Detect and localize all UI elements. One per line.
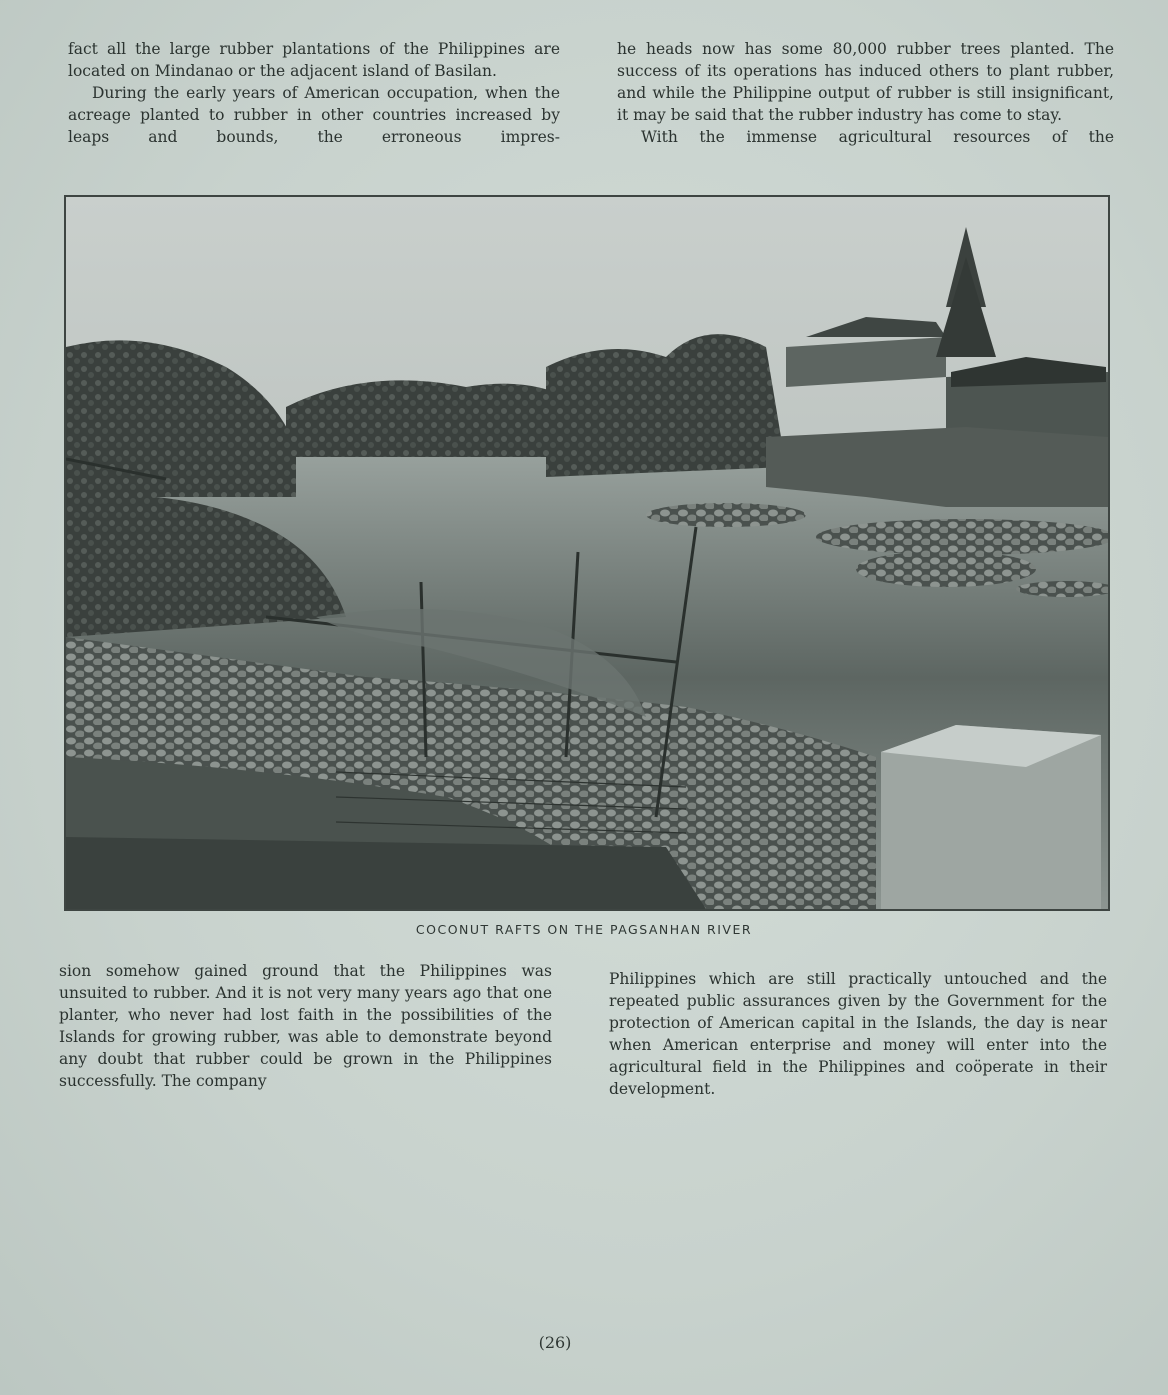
text-column-top-right (617, 38, 1114, 148)
paragraph: During the early years of American occupation, when the acreage planted to rubber in other countries increased by leaps and bounds, the erroneous impres- (68, 84, 560, 146)
paragraph: With the immense agricultural resources of the (641, 128, 1114, 146)
river-photograph (64, 195, 1110, 911)
page-number: (26) (538, 1333, 572, 1352)
river-photo-illustration (66, 197, 1108, 909)
paragraph: he heads now has some 80,000 rubber trees planted. The success of its operations has induced others to plant rubber, and while the Philippine output of rubber is still insignificant, it may be said that the rubber industry has come to stay. (617, 40, 1114, 124)
paragraph: Philippines which are still practically untouched and the repeated public assurances given by the Government for the protection of American capital in the Islands, the day is near when American enterprise and money will enter into the agricultural field in the Philippines and coöperate in their development. (609, 970, 1107, 1098)
text-column-bottom-left (59, 960, 552, 1092)
paragraph: sion somehow gained ground that the Philippines was unsuited to rubber. And it is not very many years ago that one planter, who never had lost faith in the possibilities of the Islands for growing rubber, was able to demonstrate beyond any doubt that rubber could be grown in the Philippines successfully. The company (59, 962, 552, 1090)
text-column-top-left (68, 38, 560, 148)
text-column-bottom-right (609, 968, 1107, 1100)
figure-caption: COCONUT RAFTS ON THE PAGSANHAN RIVER (415, 922, 753, 937)
paragraph: fact all the large rubber plantations of the Philippines are located on Mindanao or the adjacent island of Basilan. (68, 40, 560, 80)
